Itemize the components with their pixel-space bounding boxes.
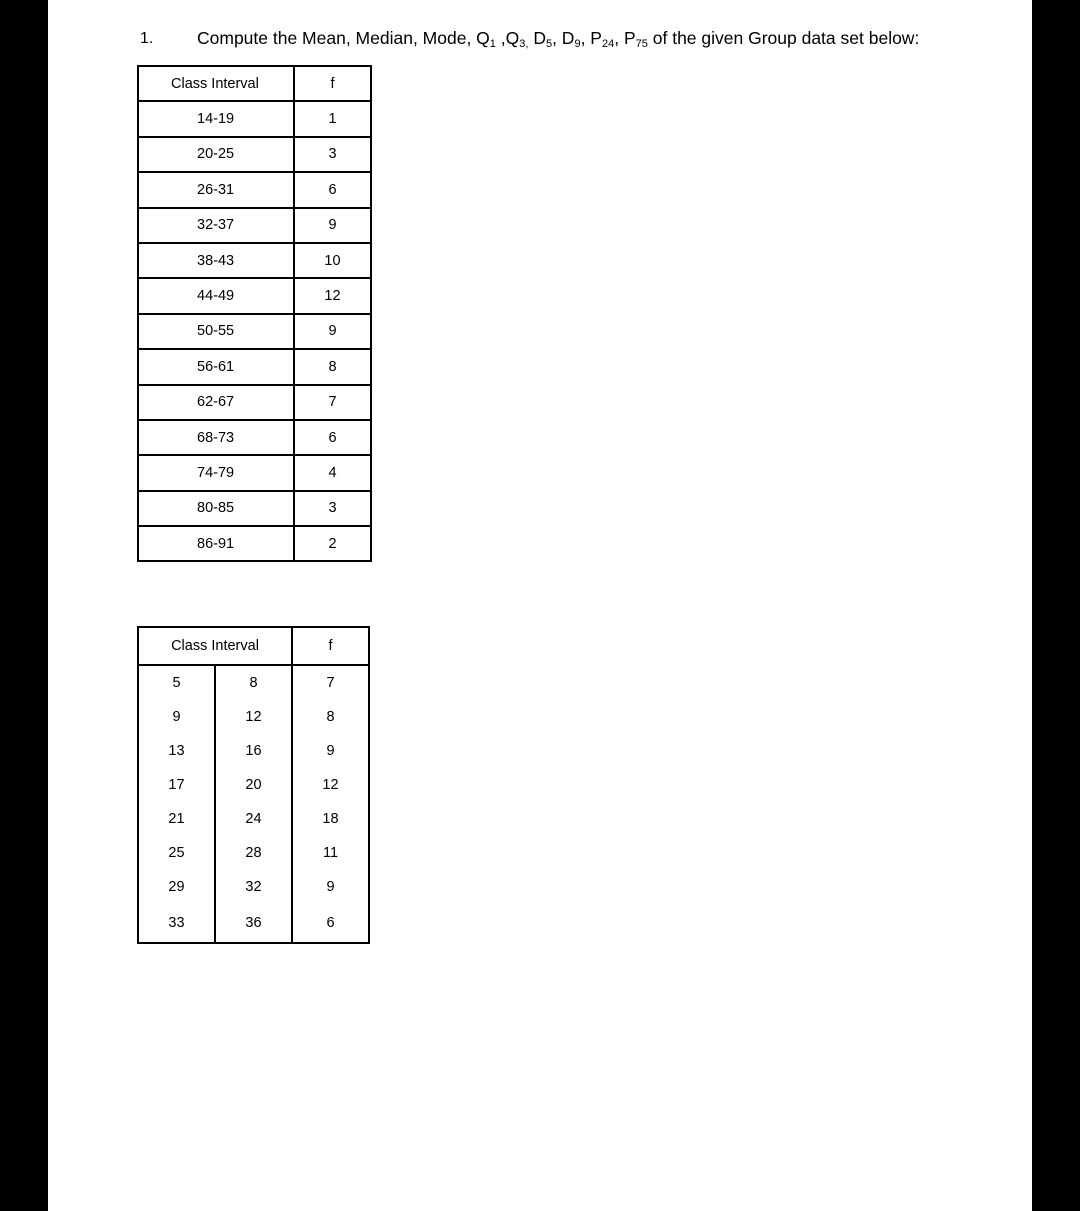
header-frequency: f [294, 66, 371, 101]
table-row [138, 243, 371, 278]
upper-limit-cell: 8 [215, 665, 292, 700]
table-row [138, 420, 371, 455]
table-row [138, 137, 371, 172]
lower-limit-cell: 5 [138, 665, 215, 700]
frequency-cell: 4 [294, 455, 371, 490]
table-row [138, 700, 369, 734]
lower-limit-cell: 21 [138, 802, 215, 836]
lower-limit-cell: 9 [138, 700, 215, 734]
frequency-cell: 12 [292, 768, 369, 802]
lower-limit-cell: 33 [138, 904, 215, 943]
class-interval-cell: 56-61 [138, 349, 294, 384]
lower-limit-cell: 13 [138, 734, 215, 768]
frequency-cell: 18 [292, 802, 369, 836]
table-row [138, 870, 369, 904]
header-class-interval: Class Interval [138, 627, 292, 665]
question-text: Compute the Mean, Median, Mode, $Q_1$ $,Q_{3,}$ $D_5$, $D_9$, $P_{24}$, $P_{75}$ of the given Group data set below: [197, 28, 920, 50]
frequency-cell: 7 [292, 665, 369, 700]
lower-limit-cell: 17 [138, 768, 215, 802]
upper-limit-cell: 28 [215, 836, 292, 870]
frequency-cell: 11 [292, 836, 369, 870]
table-row [138, 526, 371, 561]
frequency-cell: 8 [292, 700, 369, 734]
frequency-cell: 1 [294, 101, 371, 136]
class-interval-cell: 86-91 [138, 526, 294, 561]
class-interval-cell: 14-19 [138, 101, 294, 136]
frequency-cell: 9 [294, 314, 371, 349]
lower-limit-cell: 25 [138, 836, 215, 870]
table-row [138, 455, 371, 490]
upper-limit-cell: 24 [215, 802, 292, 836]
question-number: 1. [140, 30, 154, 47]
frequency-cell: 8 [294, 349, 371, 384]
class-interval-cell: 80-85 [138, 491, 294, 526]
table-row [138, 768, 369, 802]
upper-limit-cell: 36 [215, 904, 292, 943]
class-interval-cell: 32-37 [138, 208, 294, 243]
frequency-table-1 [137, 65, 372, 562]
header-class-interval: Class Interval [138, 66, 294, 101]
class-interval-cell: 44-49 [138, 278, 294, 313]
class-interval-cell: 50-55 [138, 314, 294, 349]
frequency-cell: 6 [294, 420, 371, 455]
table-row [138, 349, 371, 384]
frequency-cell: 7 [294, 385, 371, 420]
table-header-row [138, 66, 371, 101]
lower-limit-cell: 29 [138, 870, 215, 904]
table-row [138, 802, 369, 836]
class-interval-cell: 38-43 [138, 243, 294, 278]
table-row [138, 172, 371, 207]
class-interval-cell: 26-31 [138, 172, 294, 207]
upper-limit-cell: 16 [215, 734, 292, 768]
frequency-cell: 10 [294, 243, 371, 278]
table-row [138, 904, 369, 943]
table-row [138, 491, 371, 526]
table-row [138, 101, 371, 136]
table-header-row [138, 627, 369, 665]
frequency-cell: 3 [294, 137, 371, 172]
table-row [138, 734, 369, 768]
frequency-cell: 9 [292, 734, 369, 768]
frequency-cell: 9 [294, 208, 371, 243]
frequency-cell: 3 [294, 491, 371, 526]
upper-limit-cell: 12 [215, 700, 292, 734]
class-interval-cell: 20-25 [138, 137, 294, 172]
frequency-table-2 [137, 626, 370, 944]
table-row [138, 665, 369, 700]
header-frequency: f [292, 627, 369, 665]
table-row [138, 208, 371, 243]
frequency-cell: 6 [294, 172, 371, 207]
frequency-cell: 2 [294, 526, 371, 561]
upper-limit-cell: 20 [215, 768, 292, 802]
table-row [138, 314, 371, 349]
frequency-cell: 9 [292, 870, 369, 904]
class-interval-cell: 74-79 [138, 455, 294, 490]
frequency-cell: 12 [294, 278, 371, 313]
upper-limit-cell: 32 [215, 870, 292, 904]
table-row [138, 278, 371, 313]
table-row [138, 385, 371, 420]
class-interval-cell: 68-73 [138, 420, 294, 455]
frequency-cell: 6 [292, 904, 369, 943]
table-row [138, 836, 369, 870]
class-interval-cell: 62-67 [138, 385, 294, 420]
